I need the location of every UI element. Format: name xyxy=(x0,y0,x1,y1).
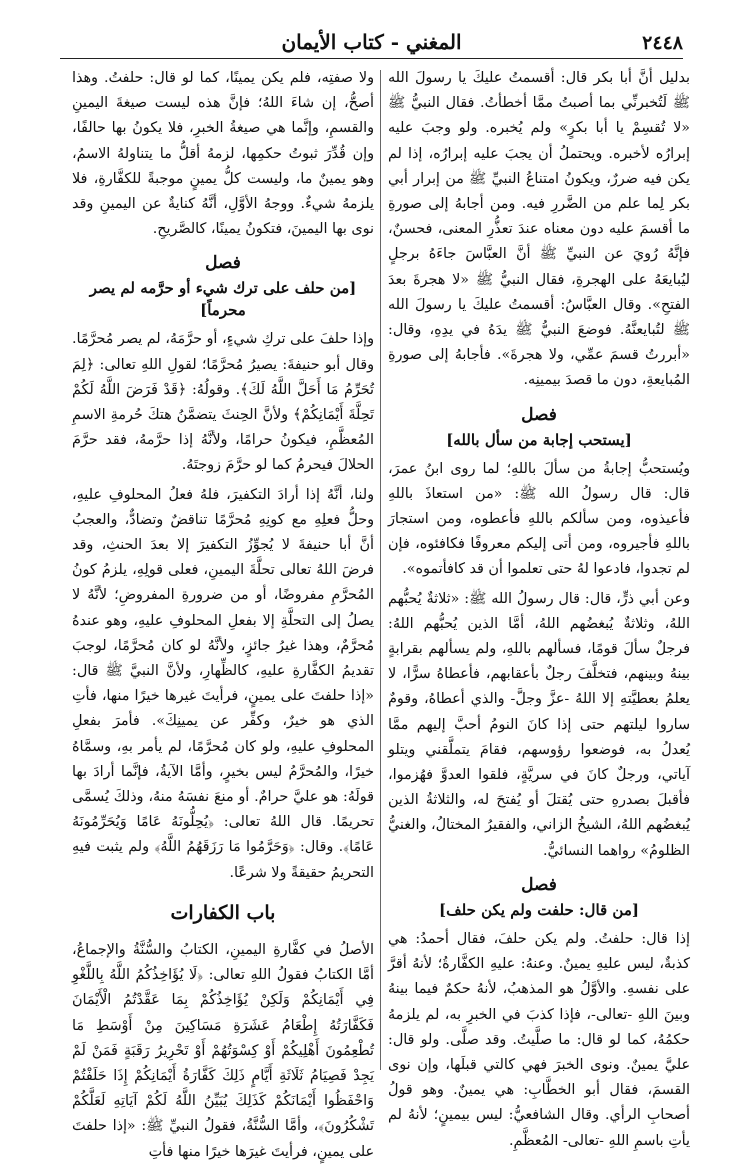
chapter-heading: باب الكفارات xyxy=(170,901,276,924)
page-header xyxy=(60,28,683,59)
section-heading: فصل xyxy=(521,404,557,425)
paragraph: وإذا حلفَ على تركِ شيءٍ، أو حرَّمَهُ، لم يصر مُحرَّمًا. وقال أبو حنيفةَ: يصيرُ مُحرَّمًا؛ لقولِ اللهِ تعالى: ﴿لِمَ تُحَرِّمُ مَا أَحَلَّ اللَّهُ لَكَ﴾. وقولُهُ: ﴿قَدْ فَرَضَ اللَّهُ لَكُمْ تَحِلَّةَ أَيْمَانِكُمْ﴾ ولأنَّ الحِنثَ يتضمَّنُ هتكَ حُرمةِ الاسمِ المُعظَّمِ، فيكونُ حرامًا، ولأنَّهُ إذا حرَّمهُ، فقد حرَّمَ الحلالَ فيحرمُ كما لو حرَّمَ زوجتَهُ. xyxy=(72,331,374,474)
paragraph: إذا قال: حلفتُ. ولم يكن حلفَ، فقال أحمدُ: هي كذبةٌ، ليس عليهِ يمينٌ. وعنهُ: عليهِ الكفَّارةُ؛ لأنهُ أقرَّ على نفسهِ. والأوَّلُ هو المذهبُ، لأنهُ حكمٌ فيما بينهُ وبينَ اللهِ -تعالى-، فإذا كذبَ في الخبرِ به، لم يلزمهُ حكمُهُ، كما لو قال: ما صلَّيتُ. وقد صلَّى. ولو قال: عليَّ يمينٌ. ونوى الخبرَ فهي كالتي قبلَها، وإن نوى القسمَ، فقال أبو الخطَّابِ: هي يمينٌ. وهو قولُ أصحابِ الرأي. وقال الشافعيُّ: ليس بيمينٍ؛ لأنهُ لم يأتِ باسمِ اللهِ -تعالى- المُعظَّمِ. xyxy=(388,930,690,1149)
section-subheading: [من قال: حلفت ولم يكن حلف] xyxy=(439,900,639,919)
paragraph: ويُستحبُّ إجابةُ من سألَ باللهِ؛ لما روى ابنُ عمرَ، قال: قال رسولُ الله ﷺ: «من استعاذَ باللهِ فأعيذوه، ومن سألكم باللهِ فأعطوه، ومن استجارَ باللهِ فأجيروه، ومن أتى إليكم معروفًا فكافئوه، فإن لم تجدوا، فادعوا لهُ حتى تعلموا أن قد كافأتموه». xyxy=(388,460,690,578)
paragraph: بدليل أنَّ أبا بكر قال: أقسمتُ عليكَ يا رسولَ الله ﷺ لَتُخبرنِّي بما أصبتُ ممَّا أخطأتُ. فقال النبيُّ ﷺ «لا تُقسِمْ يا أبا بكرٍ» ولم يُخبره. ولو وجبَ عليه إبرارُه لأخبره. ويحتملُ أن يجبَ عليه إبرارُه، إذا لم يكن فيه ضررٌ، ويكونُ امتناعُ النبيِّ ﷺ من إبرار أبي بكر لِما علم من الضَّررِ فيه. ومن أجابهُ إلى صورةِ ما أقسمَ عليه دون معناه عندَ تعذُّرِ المعنى، فحسنٌ، فإنَّهُ رُويَ عن النبيِّ ﷺ أنَّ العبَّاسَ جاءَهُ برجلٍ ليُبايعَهُ على الهجرةِ، فقال النبيُّ ﷺ «لا هجرةَ بعدَ الفتحِ». وقال العبَّاسُ: أقسمتُ عليكَ يا رسولَ الله ﷺ لتُبايعنَّهُ. فوضعَ النبيُّ ﷺ يدَهُ في يدِهِ، وقال: «أبررتُ قسمَ عمِّي، ولا هجرةَ». فأجابهُ إلى صورةِ المُبايعةِ، دون ما قصدَ بيمينِه. xyxy=(388,70,690,389)
section-subheading: [يستحب إجابة من سأل بالله] xyxy=(446,430,632,449)
running-title: المغني - كتاب الأيمان xyxy=(281,30,462,54)
paragraph: وعن أبي ذرٍّ، قال: قال رسولُ الله ﷺ: «ثلاثةٌ يُحبُّهم اللهُ، وثلاثةٌ يُبغضُهم اللهُ، أمَّا الذين يُحبُّهم اللهُ: فرجلٌ سألَ قومًا، فسألهم باللهِ، ولم يسألهم بقرابةٍ بينهُ وبينهم، فتخلَّفَ رجلٌ بأعقابهم، فأعطاهُ سرًّا، لا يعلمُ بعطيَّتهِ إلا اللهُ -عزَّ وجلَّ- والذي أعطاهُ، وقومٌ ساروا ليلتهم حتى إذا كانَ النومُ أحبَّ إليهم ممَّا يُعدلُ به، فوضعوا رؤوسهم، فقامَ يتملَّقني ويتلو آياتي، ورجلٌ كانَ في سريَّةٍ، فلقوا العدوَّ فهُزموا، فأقبلَ بصدرهِ حتى يُقتلَ أو يُفتحَ له، والثلاثةُ الذين يُبغضُهم اللهُ، الشيخُ الزاني، والفقيرُ المختالُ، والغنيُّ الظلومُ» رواهما النسائيُّ. xyxy=(388,590,690,859)
section-heading: فصل xyxy=(205,253,241,274)
paragraph: الأصلُ في كفَّارةِ اليمينِ، الكتابُ والسُّنَّةُ والإجماعُ، أمَّا الكتابُ فقولُ اللهِ تعالى: ﴿لَا يُؤَاخِذُكُمُ اللَّهُ بِاللَّغْوِ فِي أَيْمَانِكُمْ وَلَكِنْ يُؤَاخِذُكُمْ بِمَا عَقَّدْتُمُ الْأَيْمَانَ فَكَفَّارَتُهُ إِطْعَامُ عَشَرَةِ مَسَاكِينَ مِنْ أَوْسَطِ مَا تُطْعِمُونَ أَهْلِيكُمْ أَوْ كِسْوَتُهُمْ أَوْ تَحْرِيرُ رَقَبَةٍ فَمَنْ لَمْ يَجِدْ فَصِيَامُ ثَلَاثَةِ أَيَّامٍ ذَلِكَ كَفَّارَةُ أَيْمَانِكُمْ إِذَا حَلَفْتُمْ وَاحْفَظُوا أَيْمَانَكُمْ كَذَلِكَ يُبَيِّنُ اللَّهُ لَكُمْ آيَاتِهِ لَعَلَّكُمْ تَشْكُرُونَ﴾، وأمَّا السُّنَّةُ، فقولُ النبيِّ ﷺ: «إذا حلفتَ على يمينٍ، فرأيتَ غيرَها خيرًا منها فأتِ xyxy=(72,941,374,1160)
section-heading: فصل xyxy=(521,874,557,895)
paragraph: ولنا، أنَّهُ إذا أرادَ التكفيرَ، فلهُ فعلُ المحلوفِ عليهِ، وحلُّ فعلِهِ مع كونِهِ مُحرَّمًا تناقضٌ وتضادٌّ، والعجبُ أنَّ أبا حنيفةَ لا يُجوِّزُ التكفيرَ إلا بعدَ الحنثِ، وقد فرضَ اللهُ تعالى تحلَّةَ اليمينِ، فعلى قولِهِ، يلزمُ كونُ المُحرَّمِ مفروضًا، أو من ضرورةِ المفروضِ؛ لأنَّهُ لا يصلُ إلى التحلَّةِ إلا بفعلِ المحلوفِ عليهِ، وهو عندهُ مُحرَّمٌ، وهذا غيرُ جائزٍ، ولأنَّهُ لو كان مُحرَّمًا، لوجبَ تقديمُ الكفَّارةِ عليهِ، كالظِّهارِ، ولأنَّ النبيَّ ﷺ قال: «إذا حلفتَ على يمينٍ، فرأيتَ غيرها خيرًا منها، فأتِ الذي هو خيرٌ، وكفِّر عن يمينِكَ». فأمرَ بفعلِ المحلوفِ عليهِ، ولو كان مُحرَّمًا، لم يأمر بهِ، وسمَّاهُ خيرًا، والمُحرَّمُ ليس بخيرٍ، وأمَّا الآيةُ، فإنَّما أرادَ بها قولَهُ: هو عليَّ حرامٌ. أو منعَ نفسَهُ منهُ، وذلكَ يُسمَّى تحريمًا. قال اللهُ تعالى: ﴿يُحِلُّونَهُ عَامًا وَيُحَرِّمُونَهُ عَامًا﴾. وقال: ﴿وَحَرَّمُوا مَا رَزَقَهُمُ اللَّهُ﴾ ولم يثبت فيهِ التحريمُ حقيقةً ولا شرعًا. xyxy=(72,486,374,881)
column-divider xyxy=(380,70,381,1070)
page-number: ٢٤٤٨ xyxy=(642,32,683,54)
right-column xyxy=(388,66,690,1149)
section-subheading: [من حلف على ترك شيء أو حرَّمه لم يصر محرماً] xyxy=(89,279,357,320)
paragraph: ولا صفتِه، فلم يكن يمينًا، كما لو قال: حلفتُ. وهذا أصحُّ، إن شاءَ اللهُ؛ فإنَّ هذه ليست صيغةَ اليمينِ والقسمِ، وإنَّما هي صيغةُ الخبرِ، فلا يكونُ بها حالفًا، وإن قُدِّرَ ثبوتُ حكمِها، لزمهُ أقلُّ ما يتناولهُ الاسمُ، وهو يمينٌ ما، وليست كلُّ يمينٍ موجبةً للكفَّارةِ، فلا يلزمهُ شيءٌ. ووجهُ الأوَّلِ، أنَّهُ كنايةٌ عن اليمينِ وقد نوى بها اليمينَ، فتكونُ يمينًا، كالصَّريحِ. xyxy=(72,70,374,238)
left-column xyxy=(72,66,374,1160)
